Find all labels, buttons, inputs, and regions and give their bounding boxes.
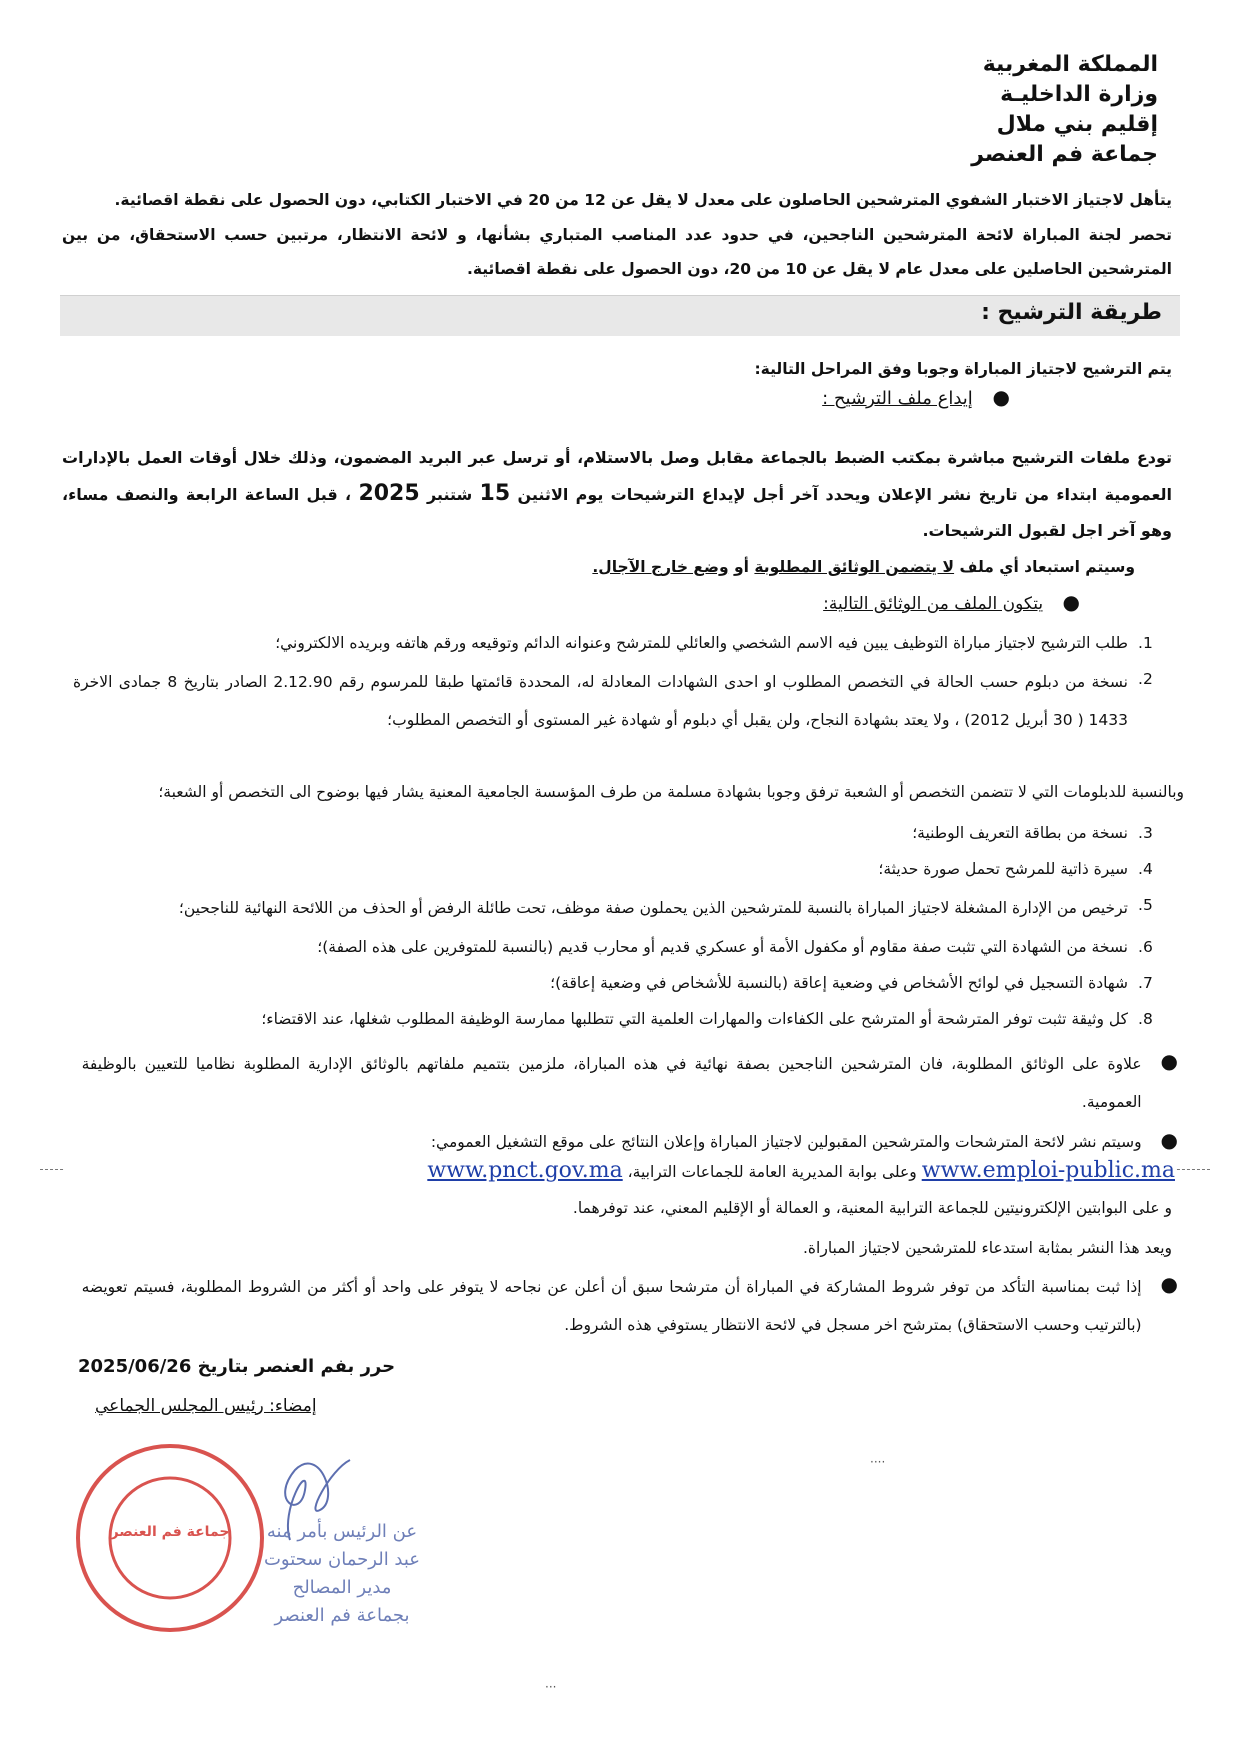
list-item — [62, 889, 1172, 927]
signature-label: إمضاء: رئيس المجلس الجماعي — [95, 1396, 317, 1416]
sig-line-3: مدير المصالح — [292, 1577, 392, 1598]
list-item — [62, 967, 1172, 999]
item-number: 1. — [1138, 634, 1153, 652]
deposit-paragraph — [62, 440, 1172, 549]
item-text: كل وثيقة تثبت توفر المترشحة أو المترشح على الكفاءات والمهارات العلمية التي تتطلبها ممارسة الوظيفة المطلوب شغلها، عند الاقتضاء؛ — [261, 1010, 1128, 1028]
portal-text: وعلى بوابة المديرية العامة للجماعات الترابية، — [627, 1163, 917, 1181]
stamp-ring-text — [70, 1438, 76, 1441]
province-name: إقليم بني ملال — [996, 112, 1158, 137]
note-3-text: إذا ثبت بمناسبة التأكد من توفر شروط المشاركة في المباراة أن مترشحا سبق أن أعلن عن نجاحه لا يتوفر على واحد أو أكثر من الشروط المطلوبة، فسيتم تعويضه (بالترتيب وحسب الاستحقاق) بمترشح اخر مسجل في لائحة الانتظار يستوفي هذه الشروط. — [81, 1278, 1142, 1334]
item-text: طلب الترشيح لاجتياز مباراة التوظيف يبين فيه الاسم الشخصي والعائلي للمترشح وعنوانه الدائم وتوقيعه ورقم هاتفه وبريده الالكتروني؛ — [275, 634, 1128, 652]
exclusion-docs: لا يتضمن الوثائق المطلوبة — [754, 558, 955, 576]
note-1 — [68, 1045, 1178, 1121]
item-number: 7. — [1138, 974, 1153, 992]
note-2-text: وسيتم نشر لائحة المترشحات والمترشحين المقبولين لاجتياز المباراة وإعلان النتائج على موقع التشغيل العمومي: — [430, 1133, 1142, 1151]
letterhead — [971, 50, 1158, 170]
links-line — [65, 1156, 1175, 1187]
bullet-icon: ● — [992, 385, 1010, 409]
exclusion-text: وسيتم استبعاد أي ملف — [959, 558, 1135, 576]
deadline-text: ، قبل الساعة الرابعة والنصف مساء، وهو آخر اجل لقبول الترشيحات. — [62, 485, 1172, 540]
oral-exam-paragraph: يتأهل لاجتياز الاختبار الشفوي المترشحين الحاصلون على معدل لا يقل عن 12 من 20 في الاختبار الكتابي، دون الحصول على نقطة اقصائية. — [114, 191, 1172, 209]
item-number: 6. — [1138, 938, 1153, 956]
commune-name: جماعة فم العنصر — [971, 142, 1158, 167]
deposit-text: تودع ملفات الترشيح مباشرة بمكتب الضبط بالجماعة مقابل وصل بالاستلام، أو ترسل عبر البريد المضمون، وذلك خلال أوقات العمل بالإدارات العمومية ابتداء من تاريخ نشر الإعلان ويحدد آخر أجل لإيداع الترشيحات يوم الاثنين — [62, 448, 1172, 504]
ministry-name: وزارة الداخليـة — [1000, 82, 1158, 107]
signature-block — [232, 1518, 452, 1630]
item-text: نسخة من بطاقة التعريف الوطنية؛ — [912, 824, 1128, 842]
item-text: ترخيص من الإدارة المشغلة لاجتياز المباراة بالنسبة للمترشحين الذين يحملون صفة موظف، تحت طائلة الرفض أو الحذف من اللائحة النهائية للناجحين؛ — [178, 899, 1128, 917]
issue-date: حرر بفم العنصر بتاريخ 2025/06/26 — [78, 1356, 396, 1377]
bullet-icon: ● — [1160, 1272, 1178, 1296]
sig-line-2: عبد الرحمان سحتوت — [263, 1549, 421, 1570]
bullet-icon: ● — [1160, 1049, 1178, 1073]
application-lead: يتم الترشيح لاجتياز المباراة وجوبا وفق المراحل التالية: — [754, 360, 1172, 378]
list-item — [62, 1003, 1172, 1035]
stamp-center-text: جماعة فم العنصر — [110, 1524, 230, 1540]
item-number: 3. — [1138, 824, 1153, 842]
note-2 — [68, 1124, 1178, 1158]
convocation-line: ويعد هذا النشر بمثابة استدعاء للمترشحين لاجتياز المباراة. — [803, 1239, 1172, 1257]
docs-title: يتكون الملف من الوثائق التالية: — [823, 594, 1044, 614]
sig-line-4: بجماعة فم العنصر — [274, 1605, 410, 1626]
svg-text:المملكة المغربية * وزارة الداخ — [70, 1438, 76, 1441]
list-item — [62, 627, 1172, 659]
pnct-link[interactable]: www.pnct.gov.ma — [427, 1158, 623, 1183]
note-3 — [68, 1268, 1178, 1344]
item-text: وبالنسبة للدبلومات التي لا تتضمن التخصص أو الشعبة ترفق وجوبا بشهادة مسلمة من طرف المؤسسة الجامعية المعنية يشار فيها بوضوح الى التخصص أو الشعبة؛ — [158, 783, 1184, 801]
emploi-public-link[interactable]: www.emploi-public.ma — [921, 1158, 1175, 1183]
portal-line: و على البوابتين الإلكترونيتين للجماعة الترابية المعنية، و العمالة أو الإقليم المعني، عند توفرهما. — [572, 1199, 1172, 1217]
item-text: نسخة من الشهادة التي تثبت صفة مقاوم أو مكفول الأمة أو عسكري قديم أو محارب قديم (بالنسبة للمتوفرين على هذه الصفة)؛ — [317, 938, 1128, 956]
sig-line-1: عن الرئيس بأمر منه — [266, 1521, 418, 1542]
deposit-heading — [822, 385, 1010, 409]
exclusion-or: أو — [734, 558, 749, 576]
doc-list — [62, 627, 1184, 1035]
item-number: 8. — [1138, 1010, 1153, 1028]
ranking-paragraph: تحصر لجنة المباراة لائحة المترشحين الناجحين، في حدود عدد المناصب المتباري بشأنها، و لائحة الانتظار، مرتبين حسب الاستحقاق، من بين المترشحين الحاصلين على معدل عام لا يقل عن 10 من 20، دون الحصول على نقطة اقصائية. — [62, 226, 1172, 278]
item-number: 2. — [1138, 670, 1153, 688]
docs-heading — [823, 590, 1080, 614]
note-1-text: علاوة على الوثائق المطلوبة، فان المترشحين الناجحين بصفة نهائية في هذه المباراة، ملزمين بتتميم ملفاتهم بالوثائق الإدارية المطلوبة نظاميا للتعيين بالوظيفة العمومية. — [81, 1055, 1142, 1111]
scan-dots: ··· — [545, 1680, 557, 1694]
list-item — [62, 741, 1184, 811]
deadline-month: شتنبر — [426, 485, 473, 504]
bullet-icon: ● — [1062, 590, 1080, 614]
scan-dots: ···· — [870, 1455, 886, 1469]
item-number: 5. — [1138, 896, 1153, 914]
item-number: 4. — [1138, 860, 1153, 878]
item-text: شهادة التسجيل في لوائح الأشخاص في وضعية إعاقة (بالنسبة للأشخاص في وضعية إعاقة)؛ — [550, 974, 1128, 992]
list-item — [62, 931, 1172, 963]
deadline-day: 15 — [479, 481, 511, 506]
deadline-year: 2025 — [358, 481, 420, 506]
list-item — [62, 663, 1172, 739]
item-text: سيرة ذاتية للمرشح تحمل صورة حديثة؛ — [878, 860, 1128, 878]
exclusion-deadline: وضع خارج الآجال. — [592, 558, 729, 576]
list-item — [62, 853, 1172, 885]
exclusion-line — [235, 550, 1135, 584]
list-item — [62, 817, 1172, 849]
section-title: طريقة الترشيح : — [981, 300, 1162, 325]
bullet-icon: ● — [1160, 1128, 1178, 1152]
deposit-title: إيداع ملف الترشيح : — [822, 388, 973, 409]
section-header-bar — [60, 295, 1180, 336]
item-text: نسخة من دبلوم حسب الحالة في التخصص المطلوب او احدى الشهادات المعادلة له، المحددة قائمتها طبقا للمرسوم رقم 2.12.90 الصادر بتاريخ 8 جمادى الاخرة 1433 ( 30 أبريل 2012) ، ولا يعتد بشهادة النجاح، ولن يقبل أي دبلوم أو شهادة غير المستوى أو التخصص المطلوب؛ — [73, 673, 1128, 729]
kingdom-name: المملكة المغربية — [982, 52, 1158, 77]
